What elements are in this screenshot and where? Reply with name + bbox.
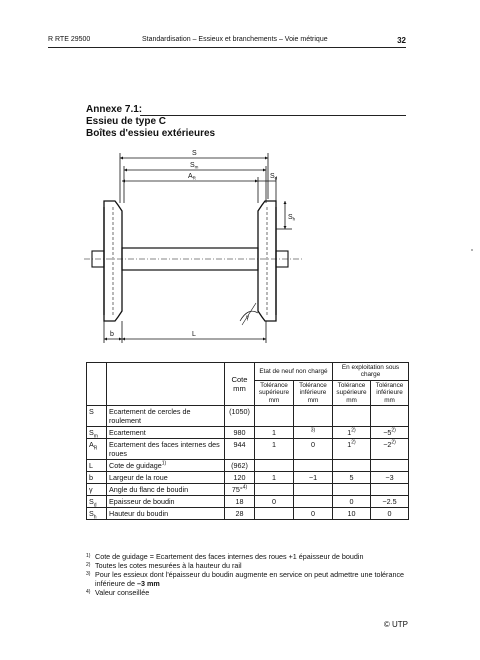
new-tol-sup-cell: 0	[255, 496, 294, 508]
label-b: b	[110, 331, 114, 338]
svc-tol-inf-cell: $-5^{2)}$	[371, 427, 409, 439]
new-tol-sup-cell: 1	[255, 472, 294, 484]
copyright: © UTP	[383, 620, 408, 629]
header-etat-neuf: Etat de neuf non chargé	[255, 363, 333, 381]
new-tol-sup-cell: 1	[255, 427, 294, 439]
table-row	[87, 460, 409, 472]
svc-tol-inf-cell: $-2^{2)}$	[371, 439, 409, 460]
new-tol-inf-cell	[294, 460, 333, 472]
cote-cell: 980	[225, 427, 255, 439]
svc-tol-inf-cell	[371, 406, 409, 427]
description-cell: Ecartement de cercles de roulement	[107, 406, 225, 427]
new-tol-inf-cell	[294, 406, 333, 427]
table-header-row	[87, 363, 409, 381]
cote-cell: (962)	[225, 460, 255, 472]
svc-tol-inf-cell	[371, 460, 409, 472]
table-row	[87, 427, 409, 439]
symbol-cell: $S_h$	[87, 508, 107, 520]
new-tol-sup-cell	[255, 484, 294, 496]
symbol-cell: $S_d$	[87, 496, 107, 508]
cote-cell: 28	[225, 508, 255, 520]
label-sd: $S_d$	[270, 173, 278, 181]
symbol-cell: $S_m$	[87, 427, 107, 439]
header-rule	[48, 47, 406, 48]
description-cell: Cote de guidage$^{1)}$	[107, 460, 225, 472]
label-ar: $A_R$	[188, 173, 196, 181]
svc-tol-sup-cell	[333, 460, 371, 472]
svc-tol-sup-cell	[333, 484, 371, 496]
cote-cell: 18	[225, 496, 255, 508]
description-cell: Largeur de la roue	[107, 472, 225, 484]
cote-cell: (1050)	[225, 406, 255, 427]
symbol-cell: L	[87, 460, 107, 472]
header-new-tol-sup: Tolérance supérieure mm	[255, 380, 294, 405]
annex-rule	[140, 115, 406, 116]
footnote-1: 1) Cote de guidage = Ecartement des faces internes des roues +1 épaisseur de boudin	[86, 552, 364, 561]
svc-tol-inf-cell: 0	[371, 508, 409, 520]
new-tol-sup-cell	[255, 406, 294, 427]
new-tol-sup-cell	[255, 460, 294, 472]
cote-cell: 75°$^{4)}$	[225, 484, 255, 496]
header-svc-tol-inf: Tolérance inférieure mm	[371, 380, 409, 405]
description-cell: Hauteur du boudin	[107, 508, 225, 520]
description-cell: Epaisseur de boudin	[107, 496, 225, 508]
flank-angle-arc	[240, 311, 258, 321]
new-tol-inf-cell	[294, 484, 333, 496]
svc-tol-sup-cell: 5	[333, 472, 371, 484]
table-row	[87, 406, 409, 427]
description-cell: Ecartement	[107, 427, 225, 439]
axle-box-title: Boîtes d'essieu extérieures	[86, 128, 216, 139]
header-cote: Cote mm	[225, 363, 255, 406]
svc-tol-sup-cell: 1$^{2)}$	[333, 427, 371, 439]
svc-tol-sup-cell: 10	[333, 508, 371, 520]
label-sh: $S_h$	[288, 214, 296, 222]
label-gamma: γ	[246, 315, 249, 321]
header-title: Standardisation – Essieux et branchements – Voie métrique	[142, 36, 328, 43]
svc-tol-inf-cell: −3	[371, 472, 409, 484]
svc-tol-sup-cell	[333, 406, 371, 427]
axle-type-title: Essieu de type C	[86, 116, 167, 127]
header-exploitation: En exploitation sous charge	[333, 363, 409, 381]
header-empty-sym	[87, 363, 107, 406]
svc-tol-sup-cell: 1$^{2)}$	[333, 439, 371, 460]
header-svc-tol-sup: Tolérance supérieure mm	[333, 380, 371, 405]
table-row	[87, 439, 409, 460]
wheelset-drawing	[80, 143, 320, 355]
svc-tol-inf-cell	[371, 484, 409, 496]
table-row	[87, 508, 409, 520]
table-row	[87, 496, 409, 508]
footnote-2: 2) Toutes les cotes mesurées à la hauteur du rail	[86, 561, 242, 570]
description-cell: Angle du flanc de boudin	[107, 484, 225, 496]
page-number: 32	[397, 36, 406, 45]
table-row	[87, 484, 409, 496]
svc-tol-inf-cell: −2.5	[371, 496, 409, 508]
header-empty-desc	[107, 363, 225, 406]
new-tol-sup-cell: 1	[255, 439, 294, 460]
description-cell: Ecartement des faces internes des roues	[107, 439, 225, 460]
document-id: R RTE 29500	[48, 36, 91, 43]
cote-cell: 120	[225, 472, 255, 484]
footnote-3: 3) Pour les essieux dont l'épaisseur du boudin augmente en service on peut admettre une tolérance inférieure de –3 mm	[86, 570, 405, 588]
cote-cell: 944	[225, 439, 255, 460]
symbol-cell: b	[87, 472, 107, 484]
label-s: S	[192, 150, 197, 157]
new-tol-inf-cell: 3)	[294, 427, 333, 439]
label-sm: $S_m$	[190, 162, 199, 170]
symbol-cell: γ	[87, 484, 107, 496]
symbol-cell: $A_R$	[87, 439, 107, 460]
new-tol-sup-cell	[255, 508, 294, 520]
tolerance-table	[86, 362, 409, 520]
footnotes	[86, 552, 416, 597]
new-tol-inf-cell: 0	[294, 508, 333, 520]
table-row	[87, 472, 409, 484]
new-tol-inf-cell: −1	[294, 472, 333, 484]
header-new-tol-inf: Tolérance inférieure mm	[294, 380, 333, 405]
new-tol-inf-cell	[294, 496, 333, 508]
annex-title: Annexe 7.1:	[86, 104, 143, 115]
label-l: L	[192, 331, 196, 338]
symbol-cell: S	[87, 406, 107, 427]
new-tol-inf-cell: 0	[294, 439, 333, 460]
svc-tol-sup-cell: 0	[333, 496, 371, 508]
footnote-4: 4) Valeur conseillée	[86, 588, 150, 597]
scan-speck	[471, 249, 473, 251]
